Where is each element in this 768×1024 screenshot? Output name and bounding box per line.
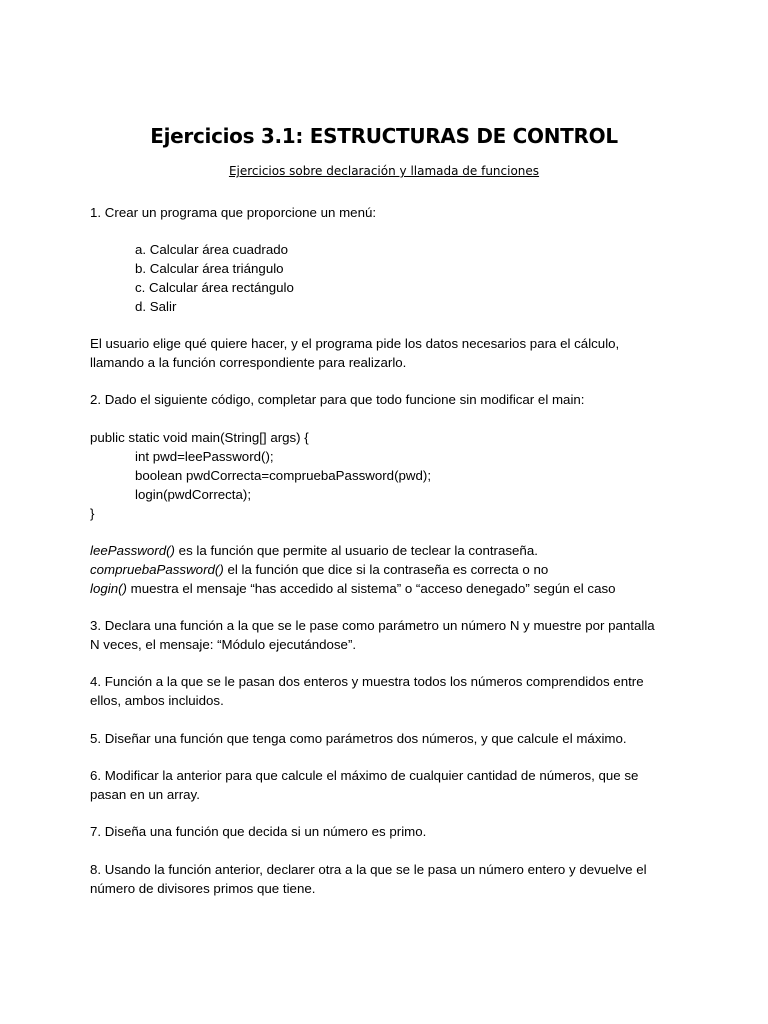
page-subtitle: Ejercicios sobre declaración y llamada de funciones — [228, 164, 540, 178]
exercise-4-line-1: 4. Función a la que se le pasan dos enteros y muestra todos los números comprendidos entre — [90, 674, 644, 689]
menu-option-b: b. Calcular área triángulo — [135, 261, 284, 276]
code-line-3: login(pwdCorrecta); — [135, 487, 252, 502]
exercise-3-line-2: N veces, el mensaje: “Módulo ejecutándose”. — [90, 637, 357, 652]
code-line-1: int pwd=leePassword(); — [135, 449, 274, 464]
exercise-3-line-1: 3. Declara una función a la que se le pase como parámetro un número N y muestre por pantalla — [90, 618, 655, 633]
note-text: el la función que dice si la contraseña es correcta o no — [223, 562, 549, 577]
function-name: compruebaPassword() — [90, 562, 224, 577]
code-line-2: boolean pwdCorrecta=compruebaPassword(pwd); — [135, 468, 432, 483]
exercise-1-desc-line-1: El usuario elige qué quiere hacer, y el programa pide los datos necesarios para el cálculo, — [90, 336, 620, 351]
exercise-2-intro: 2. Dado el siguiente código, completar para que todo funcione sin modificar el main: — [90, 392, 585, 407]
function-name: leePassword() — [90, 543, 175, 558]
note-login — [90, 579, 616, 598]
exercise-8-line-2: número de divisores primos que tiene. — [90, 881, 316, 896]
function-name: login() — [90, 581, 127, 596]
note-leepassword — [90, 541, 538, 560]
exercise-7-line-1: 7. Diseña una función que decida si un número es primo. — [90, 824, 427, 839]
note-compruebapassword — [90, 560, 548, 579]
exercise-5-line-1: 5. Diseñar una función que tenga como parámetros dos números, y que calcule el máximo. — [90, 731, 627, 746]
exercise-6-line-2: pasan en un array. — [90, 787, 200, 802]
exercise-4-line-2: ellos, ambos incluidos. — [90, 693, 224, 708]
note-text: muestra el mensaje “has accedido al sistema” o “acceso denegado” según el caso — [126, 581, 616, 596]
exercise-8-line-1: 8. Usando la función anterior, declarer otra a la que se le pasa un número entero y devuelve el — [90, 862, 647, 877]
code-main-open: public static void main(String[] args) { — [90, 430, 309, 445]
exercise-1-intro: 1. Crear un programa que proporcione un menú: — [90, 205, 377, 220]
menu-option-c: c. Calcular área rectángulo — [135, 280, 294, 295]
code-main-close: } — [90, 506, 95, 521]
page-title: Ejercicios 3.1: ESTRUCTURAS DE CONTROL — [150, 124, 618, 148]
note-text: es la función que permite al usuario de teclear la contraseña. — [174, 543, 538, 558]
menu-option-a: a. Calcular área cuadrado — [135, 242, 289, 257]
menu-option-d: d. Salir — [135, 299, 177, 314]
exercise-6-line-1: 6. Modificar la anterior para que calcule el máximo de cualquier cantidad de números, que se — [90, 768, 639, 783]
exercise-1-desc-line-2: llamando a la función correspondiente para realizarlo. — [90, 355, 407, 370]
